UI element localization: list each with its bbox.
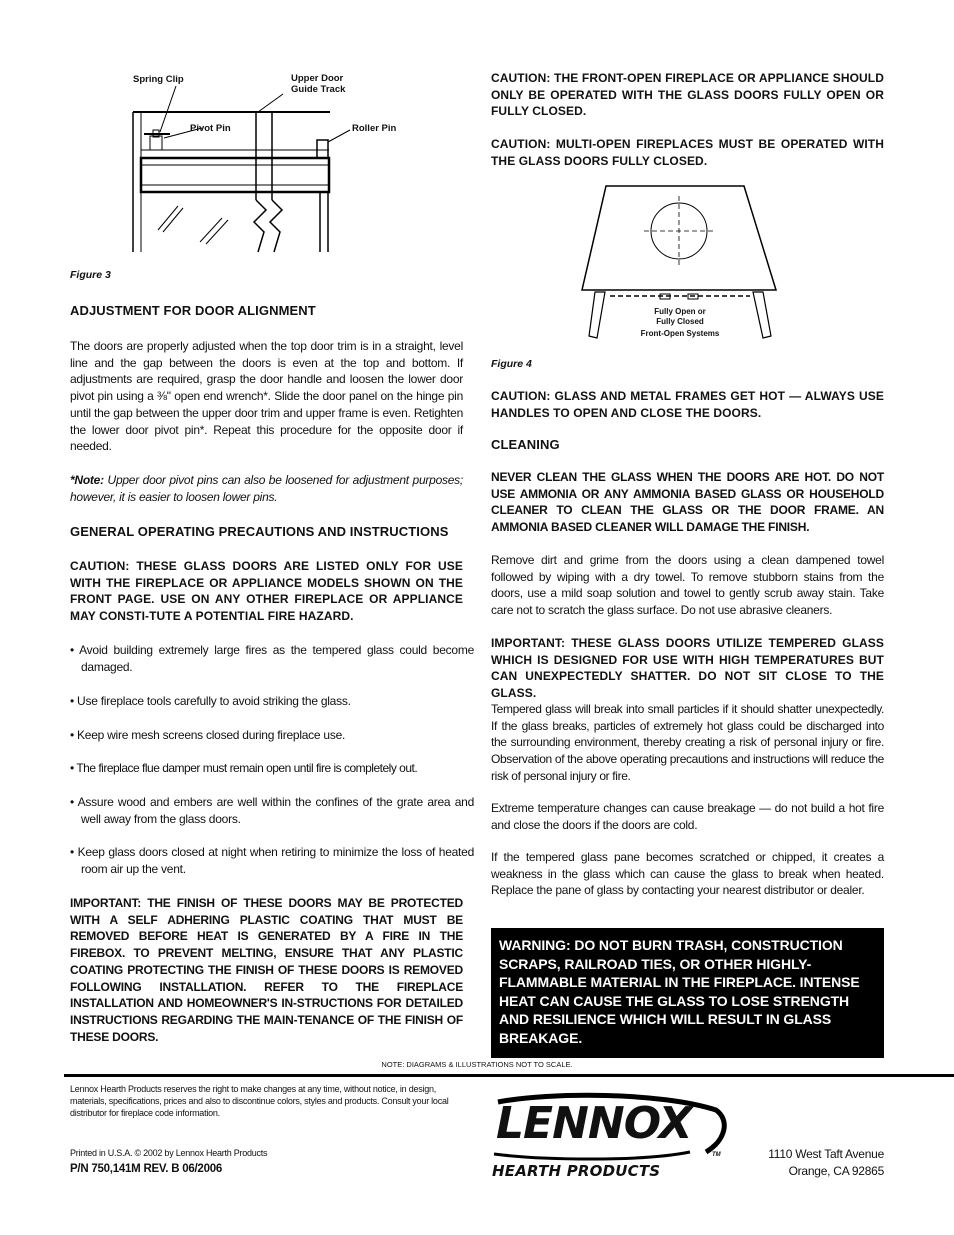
never-clean-warning: NEVER CLEAN THE GLASS WHEN THE DOORS ARE HOT. DO NOT USE AMMONIA OR ANY AMMONIA BASED GLASS OR HOUSEHOLD CLEANER TO CLEAN THE GLASS OR THE DOOR FRAME. AN AMMONIA BASED CLEANER WILL DAMAGE THE FINISH.: [491, 470, 884, 535]
note-not-to-scale: NOTE: DIAGRAMS & ILLUSTRATIONS NOT TO SCALE.: [381, 1060, 573, 1069]
caution-listed-models: CAUTION: THESE GLASS DOORS ARE LISTED ONLY FOR USE WITH THE FIREPLACE OR APPLIANCE MODELS SHOWN ON THE FRONT PAGE. USE ON ANY OTHER FIREPLACE OR APPLIANCE MAY CONSTI-TUTE A POTENTIAL FIRE HAZARD.: [70, 559, 463, 624]
lennox-logo-subtitle: HEARTH PRODUCTS: [492, 1162, 661, 1180]
note-label: *Note:: [70, 473, 104, 487]
heading-door-alignment: ADJUSTMENT FOR DOOR ALIGNMENT: [70, 303, 316, 318]
upper-door-guide-track-label: Upper Door Guide Track: [291, 73, 346, 95]
note-text: Upper door pivot pins can also be loosened for adjustment purposes; however, it is easier to loosen lower pins.: [70, 473, 463, 504]
cleaning-paragraph: Remove dirt and grime from the doors using a clean dampened towel followed by wiping with a dry towel. To remove stubborn stains from the doors, use a mild soap solution and towel to gently scrub away stain. Take care not to scratch the glass surface. Do not use abrasive cleaners.: [491, 553, 884, 618]
scratched-glass-paragraph: If the tempered glass pane becomes scratched or chipped, it creates a weakness in the glass which can cause the glass to break when heated. Replace the pane of glass by contacting your nearest distributor or dealer.: [491, 850, 884, 898]
extreme-temperature-paragraph: Extreme temperature changes can cause breakage — do not build a hot fire and close the doors if the doors are cold.: [491, 801, 884, 832]
figure-4: [580, 184, 780, 344]
heading-cleaning: CLEANING: [491, 437, 560, 452]
important-plastic-coating: IMPORTANT: THE FINISH OF THESE DOORS MAY BE PROTECTED WITH A SELF ADHERING PLASTIC COATING THAT MUST BE REMOVED BEFORE HEAT IS GENERATED BY A FIRE IN THE FIREBOX. TO PREVENT MELTING, ENSURE THAT ANY PLASTIC COATING PROTECTING THE FINISH OF THESE DOORS IS REMOVED FOLLOWING INSTALLATION. REFER TO THE FIREPLACE INSTALLATION AND HOMEOWNER'S IN-STRUCTIONS FOR DETAILED INSTRUCTIONS REGARDING THE MAIN-TENANCE OF THE FINISH OF THESE DOORS.: [70, 896, 463, 1044]
figure-4-labels: [620, 307, 740, 339]
part-number: P/N 750,141M REV. B 06/2006: [70, 1163, 223, 1175]
figure-3: [130, 70, 420, 260]
figure-4-label-line2: Fully Closed: [656, 317, 704, 326]
tempered-glass-paragraph: Tempered glass will break into small particles if it should shatter unexpectedly. If the glass breaks, particles of extremely hot glass could be discharged into the surrounding environment, thereby creating a risk of personal injury or fire. Observation of the above operating precautions and instructions will reduce the risk of personal injury or fire.: [491, 702, 884, 783]
pivot-pin-label: Pivot Pin: [190, 123, 231, 134]
warning-box: WARNING: DO NOT BURN TRASH, CONSTRUCTION SCRAPS, RAILROAD TIES, OR OTHER HIGHLY-FLAMMABLE MATERIAL IN THE FIREPLACE. INTENSE HEAT CAN CAUSE THE GLASS TO LOSE STRENGTH AND RESILIENCE WHICH WILL RESULT IN GLASS BREAKAGE.: [491, 928, 884, 1058]
bullet-item: • Assure wood and embers are well within the confines of the grate area and well away from the glass doors.: [70, 795, 474, 826]
address: [730, 1146, 884, 1180]
figure-4-label-line1: Fully Open or: [654, 307, 706, 316]
bullet-item: • Avoid building extremely large fires as the tempered glass could become damaged.: [70, 643, 474, 674]
rights-notice: Lennox Hearth Products reserves the right to make changes at any time, without notice, in design, materials, specifications, prices and also to discontinue colors, styles and products. Consult your local distributor for fireplace code information.: [70, 1084, 449, 1118]
bullet-item: • Keep glass doors closed at night when retiring to minimize the loss of heated room air up the vent.: [70, 845, 474, 876]
important-tempered-glass: IMPORTANT: THESE GLASS DOORS UTILIZE TEMPERED GLASS WHICH IS DESIGNED FOR USE WITH HIGH TEMPERATURES BUT CAN UNEXPECTEDLY SHATTER. DO NOT SIT CLOSE TO THE GLASS.: [491, 636, 884, 701]
figure-3-caption: Figure 3: [70, 269, 111, 281]
heading-general-precautions: GENERAL OPERATING PRECAUTIONS AND INSTRUCTIONS: [70, 524, 449, 539]
bullet-item: • Use fireplace tools carefully to avoid striking the glass.: [70, 694, 351, 708]
figure-4-caption: Figure 4: [491, 358, 532, 370]
lennox-logo: [490, 1090, 740, 1182]
lennox-logo-text: LENNOX: [496, 1098, 692, 1149]
caution-glass-hot: CAUTION: GLASS AND METAL FRAMES GET HOT — ALWAYS USE HANDLES TO OPEN AND CLOSE THE DOORS.: [491, 389, 884, 420]
spring-clip-label: Spring Clip: [133, 74, 184, 85]
address-line1: 1110 West Taft Avenue: [768, 1147, 884, 1161]
note-paragraph: [70, 472, 463, 505]
figure-3-diagram: [130, 70, 420, 260]
footer-rule: [64, 1074, 954, 1077]
roller-pin-label: Roller Pin: [352, 123, 397, 134]
lennox-logo-tm: TM: [712, 1152, 721, 1158]
address-line2: Orange, CA 92865: [788, 1164, 884, 1178]
bullet-item: • Keep wire mesh screens closed during fireplace use.: [70, 728, 346, 742]
caution-multi-open: CAUTION: MULTI-OPEN FIREPLACES MUST BE OPERATED WITH THE GLASS DOORS FULLY CLOSED.: [491, 137, 884, 168]
printed-in-usa: Printed in U.S.A. © 2002 by Lennox Hearth Products: [70, 1148, 268, 1158]
figure-4-label-line3: Front-Open Systems: [640, 329, 720, 338]
door-alignment-paragraph: The doors are properly adjusted when the top door trim is in a straight, level line and the gap between the doors is even at the top and bottom. If adjustments are required, grasp the door handle and loosen the lower door pivot pin using a ⅜" open end wrench*. Slide the door panel on the hinge pin until the gap between the upper door trim and upper frame is even. Retighten the lower door pivot pin*. Repeat this procedure for the opposite door if needed.: [70, 339, 463, 454]
bullet-item: • The fireplace flue damper must remain open until fire is completely out.: [70, 761, 418, 775]
caution-front-open: CAUTION: THE FRONT-OPEN FIREPLACE OR APPLIANCE SHOULD ONLY BE OPERATED WITH THE GLASS DOORS FULLY OPEN OR FULLY CLOSED.: [491, 71, 884, 119]
